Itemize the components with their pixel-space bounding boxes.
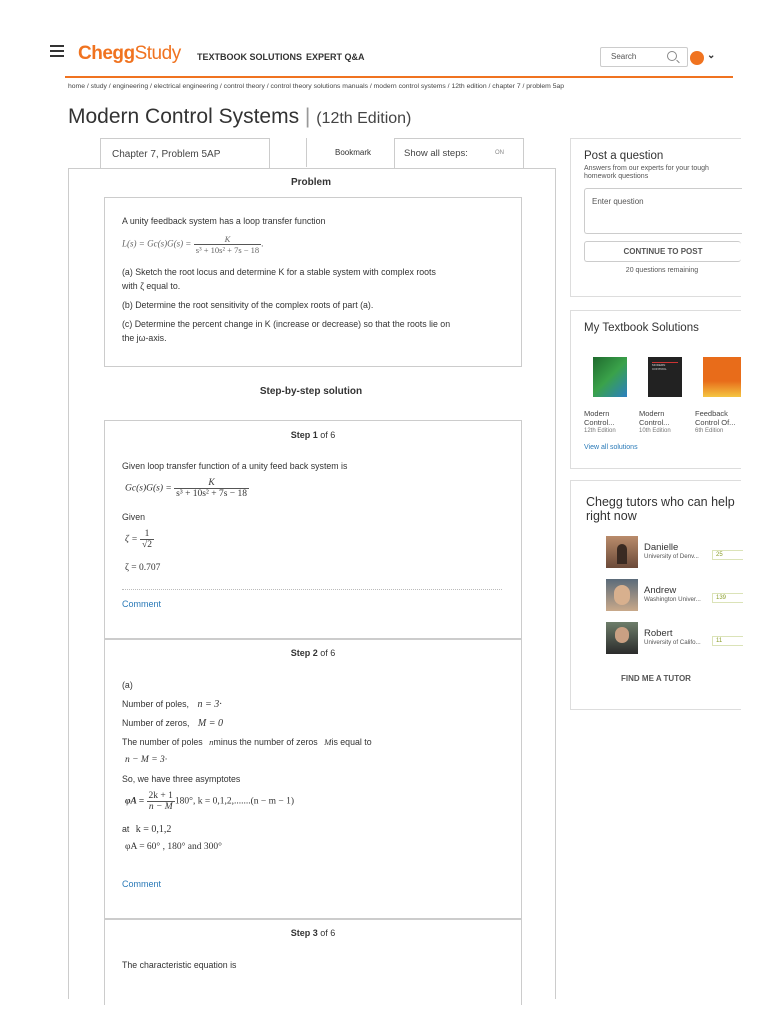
search-label: Search [611,52,637,61]
chegg-logo[interactable]: CheggStudy [78,43,181,64]
step-label: Step [290,928,311,938]
breadcrumb[interactable]: home / study / engineering / electrical engineering / control theory / control theory solutions manuals / modern control systems / 12th edition / chapter 7 / problem 5ap [68,83,565,90]
book-1-name1: Modern [584,409,610,418]
user-avatar[interactable] [690,51,704,65]
toggle-state: ON [495,150,504,156]
at-value: k = 0,1,2 [135,824,172,835]
tutors-panel [570,480,741,710]
zeta-num: 1 [140,529,154,540]
difference-line [122,735,372,749]
step-3 [104,918,522,1005]
problem-heading: Problem [290,177,331,188]
chapter-label: Chapter 7, Problem 5AP [112,149,221,160]
step-2 [104,638,522,920]
part-c-line1: (c) Determine the percent change in K (increase or decrease) so that the roots lie on [122,319,451,329]
step-label: Step [290,648,311,658]
book-1-edition: 12th Edition [584,428,616,434]
tutor-photo-3[interactable] [606,622,638,654]
diff-m: M [324,737,332,747]
zeros-value: M = 0 [197,718,223,729]
book-cover-3[interactable] [703,357,741,397]
book-3-name2: Control Of... [695,418,736,427]
tutor-2-school: Washington Univer... [644,596,701,603]
zeta-fraction [140,529,154,550]
poles-line [122,697,222,712]
at-line [122,822,171,837]
book-2-name1: Modern [639,409,665,418]
step-divider [122,589,502,590]
bookmark-button[interactable] [306,138,395,167]
tutor-1-badge: 25 [712,550,743,560]
zeta-lhs: ζ = [125,534,138,545]
book-2-name2: Control... [639,418,670,427]
formula-fraction [174,478,249,499]
tutor-3-name[interactable]: Robert [644,628,673,639]
tutor-2-name[interactable]: Andrew [644,585,677,596]
zeta-value: ζ = 0.707 [125,563,161,573]
formula-den: s³ + 10s² + 7s − 18 [195,245,260,255]
step-1-title [105,430,521,440]
asymptotes-text: So, we have three asymptotes [122,774,241,784]
problem-part-a [122,265,436,293]
show-all-steps-toggle[interactable] [394,138,524,168]
diff-text-b: minus the number of zeros [213,737,318,747]
question-input[interactable] [584,188,742,234]
phi-fraction [147,791,175,812]
formula-lhs: L(s) = Gc(s)G(s) = [122,238,192,249]
phi-den: n − M [148,802,173,812]
part-a-line1: (a) Sketch the root locus and determine K for a stable system with complex roots [122,267,436,277]
tutors-title-line2: right now [586,509,637,523]
book-2-label[interactable] [639,409,671,436]
solution-heading: Step-by-step solution [259,386,363,397]
header-divider [65,76,733,78]
tutors-title [586,495,735,523]
show-all-label: Show all steps: [404,148,468,159]
post-question-subtitle: Answers from our experts for your tough homework questions [584,165,709,180]
find-tutor-button[interactable]: FIND ME A TUTOR [621,674,691,683]
zeta-den: √2 [142,540,152,550]
phi-formula [125,791,294,812]
problem-part-b: (b) Determine the root sensitivity of the complex roots of part (a). [122,300,374,310]
book-3-label[interactable] [695,409,735,436]
tutor-3-badge: 11 [712,636,743,646]
nav-textbook-solutions[interactable]: TEXTBOOK SOLUTIONS [197,52,303,62]
post-question-title: Post a question [584,150,664,162]
at-label: at [122,824,130,834]
book-1-name2: Control... [584,418,615,427]
step-1-text: Given loop transfer function of a unity feed back system is [122,461,348,471]
view-all-solutions-link[interactable]: View all solutions [584,444,638,451]
tutor-1-name[interactable]: Danielle [644,542,679,553]
step-label: Step [290,430,311,440]
post-question-panel [570,138,741,297]
phi-num: 2k + 1 [148,791,173,801]
question-placeholder: Enter question [592,197,644,206]
tutor-1-school: University of Denv... [644,553,699,560]
bookmark-label: Bookmark [335,148,372,157]
step-1 [104,420,522,640]
diff-text-a: The number of poles [122,737,203,747]
phi-rest: 180°, k = 0,1,2,.......(n − m − 1) [174,796,294,807]
tab-chapter[interactable] [100,138,270,168]
step-number: 1 [312,430,318,440]
comment-link[interactable]: Comment [122,599,162,609]
book-3-name1: Feedback [695,409,728,418]
step-of: of 6 [320,430,336,440]
questions-remaining: 20 questions remaining [625,267,699,274]
problem-intro: A unity feedback system has a loop transfer function [122,216,326,226]
problem-formula: L(s) = Gc(s)G(s) = $\frac{K}{\text{s³ + 10s² + 7s − 18}}$ . [122,234,264,255]
step-2-part: (a) [122,680,133,690]
step-of: of 6 [320,928,336,938]
chevron-down-icon[interactable]: ⌄ [707,50,716,61]
step-number: 2 [312,648,318,658]
part-c-line2: the jω-axis. [122,333,167,343]
phi-lhs: φA = [125,796,145,807]
book-edition: (12th Edition) [316,110,412,127]
nav-expert-qa[interactable]: EXPERT Q&A [306,52,365,62]
step-3-text: The characteristic equation is [122,960,237,970]
search-icon[interactable] [667,51,677,61]
book-2-edition: 10th Edition [639,428,671,434]
step-number: 3 [312,928,318,938]
tutor-photo-1[interactable] [606,536,638,568]
formula-num: K [194,234,261,245]
textbook-solutions-title: My Textbook Solutions [584,322,699,334]
tutor-photo-2[interactable] [606,579,638,611]
book-title: Modern Control Systems [68,105,300,128]
problem-part-c [122,317,450,345]
book-cover-2[interactable]: MODERN CONTROL [648,357,682,397]
zeros-label: Number of zeros, [122,718,190,728]
step-of: of 6 [320,648,336,658]
step-1-formula [125,478,249,499]
textbook-solutions-panel [570,310,741,469]
continue-to-post-button[interactable]: CONTINUE TO POST [584,241,741,262]
step-1-given: Given [122,512,145,522]
search-input[interactable] [600,47,688,67]
step-2-title [105,648,521,658]
menu-icon[interactable] [50,45,64,60]
page-title: Modern Control Systems | (12th Edition) [68,105,412,128]
problem-box [104,197,522,367]
book-3-edition: 6th Edition [695,428,724,434]
phi-values: φA = 60° , 180° and 300° [125,842,222,852]
tutors-title-line1: Chegg tutors who can help [586,495,735,509]
n-minus-m: n − M = 3· [125,755,168,765]
book-1-label[interactable] [584,409,616,436]
poles-value: n = 3· [197,699,222,710]
formula-den: s³ + 10s² + 7s − 18 [176,489,248,499]
formula-num: K [174,478,249,489]
comment-link[interactable]: Comment [122,879,162,889]
book-cover-1[interactable] [593,357,627,397]
zeta-formula [125,529,154,550]
poles-label: Number of poles, [122,699,189,709]
part-a-line2: with ζ equal to. [122,281,181,291]
step-3-title [105,928,521,938]
tutor-2-badge: 139 [712,593,743,603]
tutor-3-school: University of Califo... [644,639,701,646]
formula-lhs: Gc(s)G(s) = [125,483,172,494]
diff-n: n [209,737,214,747]
diff-text-c: is equal to [331,737,372,747]
zeros-line [122,716,223,731]
formula-fraction [194,234,261,255]
